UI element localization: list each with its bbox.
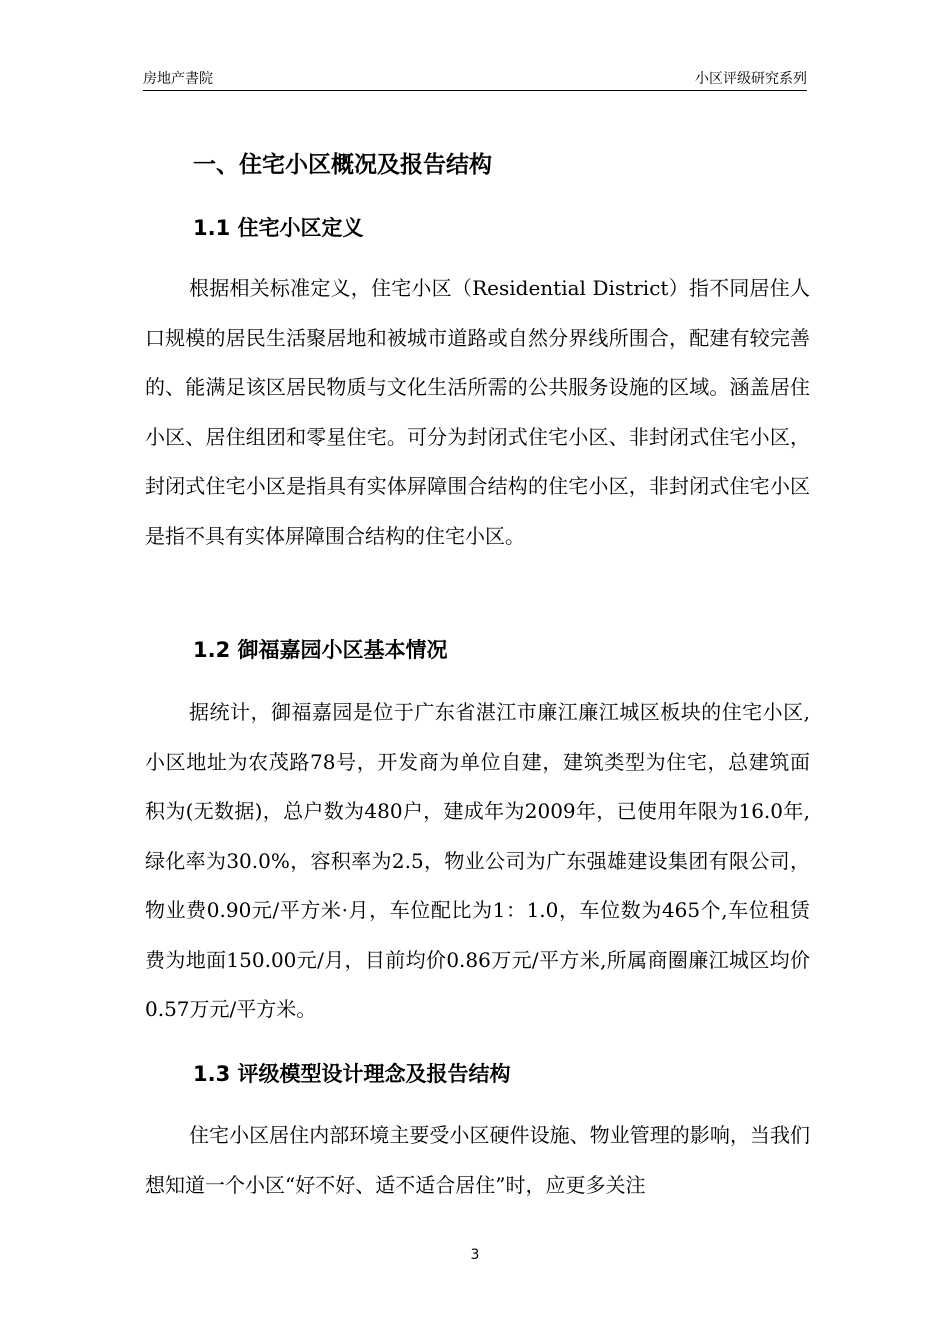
section-heading-1-2: 1.2 御福嘉园小区基本情况 <box>193 638 448 662</box>
section-paragraph-1-2: 据统计，御福嘉园是位于广东省湛江市廉江廉江城区板块的住宅小区,小区地址为农茂路78号，开发商为单位自建，建筑类型为住宅，总建筑面积为(无数据)，总户数为480户，建成年为2009年，已使用年限为16.0年,绿化率为30.0%，容积率为2.5，物业公司为广东强雄建设集团有限公司，物业费0.90元/平方米·月，车位配比为1：1.0，车位数为465个,车位租赁费为地面150.00元/月，目前均价0.86万元/平方米,所属商圈廉江城区均价0.57万元/平方米。 <box>145 700 810 1021</box>
section-heading-1-1: 1.1 住宅小区定义 <box>193 216 364 240</box>
header-right-text: 小区评级研究系列 <box>695 71 807 87</box>
chapter-title: 一、住宅小区概况及报告结构 <box>193 152 492 178</box>
header-left-text: 房地产書院 <box>143 71 213 87</box>
page-number: 3 <box>470 1247 480 1263</box>
section-heading-1-3: 1.3 评级模型设计理念及报告结构 <box>193 1062 511 1086</box>
page-header <box>143 68 807 91</box>
section-paragraph-1-3: 住宅小区居住内部环境主要受小区硬件设施、物业管理的影响，当我们想知道一个小区“好不好、适不适合居住”时，应更多关注 <box>145 1123 810 1197</box>
section-paragraph-1-1: 根据相关标准定义，住宅小区（Residential District）指不同居住人口规模的居民生活聚居地和被城市道路或自然分界线所围合，配建有较完善的、能满足该区居民物质与文化生活所需的公共服务设施的区域。涵盖居住小区、居住组团和零星住宅。可分为封闭式住宅小区、非封闭式住宅小区，封闭式住宅小区是指具有实体屏障围合结构的住宅小区，非封闭式住宅小区是指不具有实体屏障围合结构的住宅小区。 <box>145 276 810 548</box>
